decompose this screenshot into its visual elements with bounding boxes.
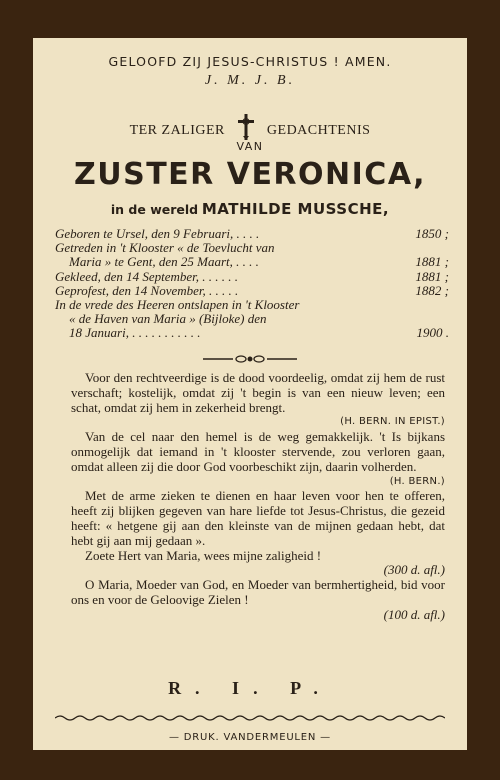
memorial-left: TER ZALIGER — [129, 123, 225, 138]
bio-text: Geprofest, den 14 November, . . . . . — [55, 282, 239, 298]
indulgence-2: (100 d. afl.) — [383, 606, 445, 622]
wavy-divider — [55, 714, 445, 722]
ornament-divider — [203, 354, 297, 364]
memorial-right: GEDACHTENIS — [266, 123, 371, 138]
source-2: (H. BERN.) — [389, 475, 445, 487]
bio-year — [443, 312, 449, 326]
prose-block — [71, 371, 445, 623]
bio-text: Maria » te Gent, den 25 Maart, . . . . — [69, 254, 259, 270]
bio-row — [55, 241, 449, 255]
rip-line: R. I. P. — [168, 678, 332, 698]
bio-row — [55, 312, 449, 326]
world-prefix: in de wereld — [110, 202, 199, 217]
bio-year: 1881 ; — [415, 254, 449, 270]
bio-row — [55, 326, 449, 340]
bio-text: In de vrede des Heeren ontslapen in 't Klooster — [55, 297, 300, 313]
bio-text: Getreden in 't Klooster « de Toevlucht van — [55, 240, 275, 256]
religious-name: ZUSTER VERONICA, — [74, 157, 426, 192]
paragraph-1: Voor den rechtveerdige is de dood voordeelig, omdat zij hem de rust verschaft; kostelijk, omdat zij 't begin is van een nieuw leven; een schat, omdat zij hem in zekerheid brengt. — [71, 370, 445, 415]
van-label: VAN — [236, 140, 264, 153]
world-name: MATHILDE MUSSCHE, — [201, 200, 390, 218]
indulgence-1: (300 d. afl.) — [383, 562, 445, 578]
cross-icon — [237, 114, 255, 140]
paragraph-4: Zoete Hert van Maria, wees mijne zaligheid ! — [85, 547, 322, 563]
initials-line: J. M. J. B. — [204, 73, 296, 88]
bio-year: 1881 ; — [415, 268, 449, 284]
printer-line: — DRUK. VANDERMEULEN — — [169, 732, 331, 743]
bio-text: Gekleed, den 14 September, . . . . . . — [55, 268, 239, 284]
paragraph-2: Van de cel naar den hemel is de weg gemakkelijk. 't Is bijkans onmogelijk dat iemand in 't klooster stervende, zou verloren gaan, omdat alleen zij die door God voorbeschikt zijn, daarin volherden. — [71, 429, 445, 474]
biography-block — [55, 227, 449, 341]
memorial-heading — [33, 114, 467, 140]
bio-year: 1882 ; — [415, 282, 449, 298]
bio-text: Geboren te Ursel, den 9 Februari, . . . . — [55, 226, 260, 241]
bio-row — [55, 298, 449, 312]
paragraph-3: Met de arme zieken te dienen en haar leven voor hen te offeren, heeft zij blijken gegeven van hare liefde tot Jesus-Christus, die gezeid heeft: « hetgene gij aan den kleinste van de mijnen gedaan hebt, dat hebt gij aan mij gedaan ». — [71, 488, 445, 548]
praise-line: GELOOFD ZIJ JESUS-CHRISTUS ! AMEN. — [108, 54, 392, 69]
bio-year — [443, 241, 449, 255]
bio-year: 1850 ; — [415, 226, 449, 241]
bio-year: 1900 . — [416, 325, 449, 341]
world-name-line — [33, 200, 467, 219]
bio-row — [55, 284, 449, 298]
bio-row — [55, 255, 449, 269]
bio-text: « de Haven van Maria » (Bijloke) den — [69, 311, 267, 327]
memorial-card — [33, 38, 467, 750]
bio-year — [443, 298, 449, 312]
bio-text: 18 Januari, . . . . . . . . . . . — [69, 325, 201, 341]
paragraph-5: O Maria, Moeder van God, en Moeder van bermhertigheid, bid voor ons en voor de Geloovige Zielen ! — [71, 577, 445, 607]
bio-row — [55, 270, 449, 284]
source-1: (H. BERN. IN EPIST.) — [340, 416, 445, 428]
bio-row — [55, 227, 449, 241]
